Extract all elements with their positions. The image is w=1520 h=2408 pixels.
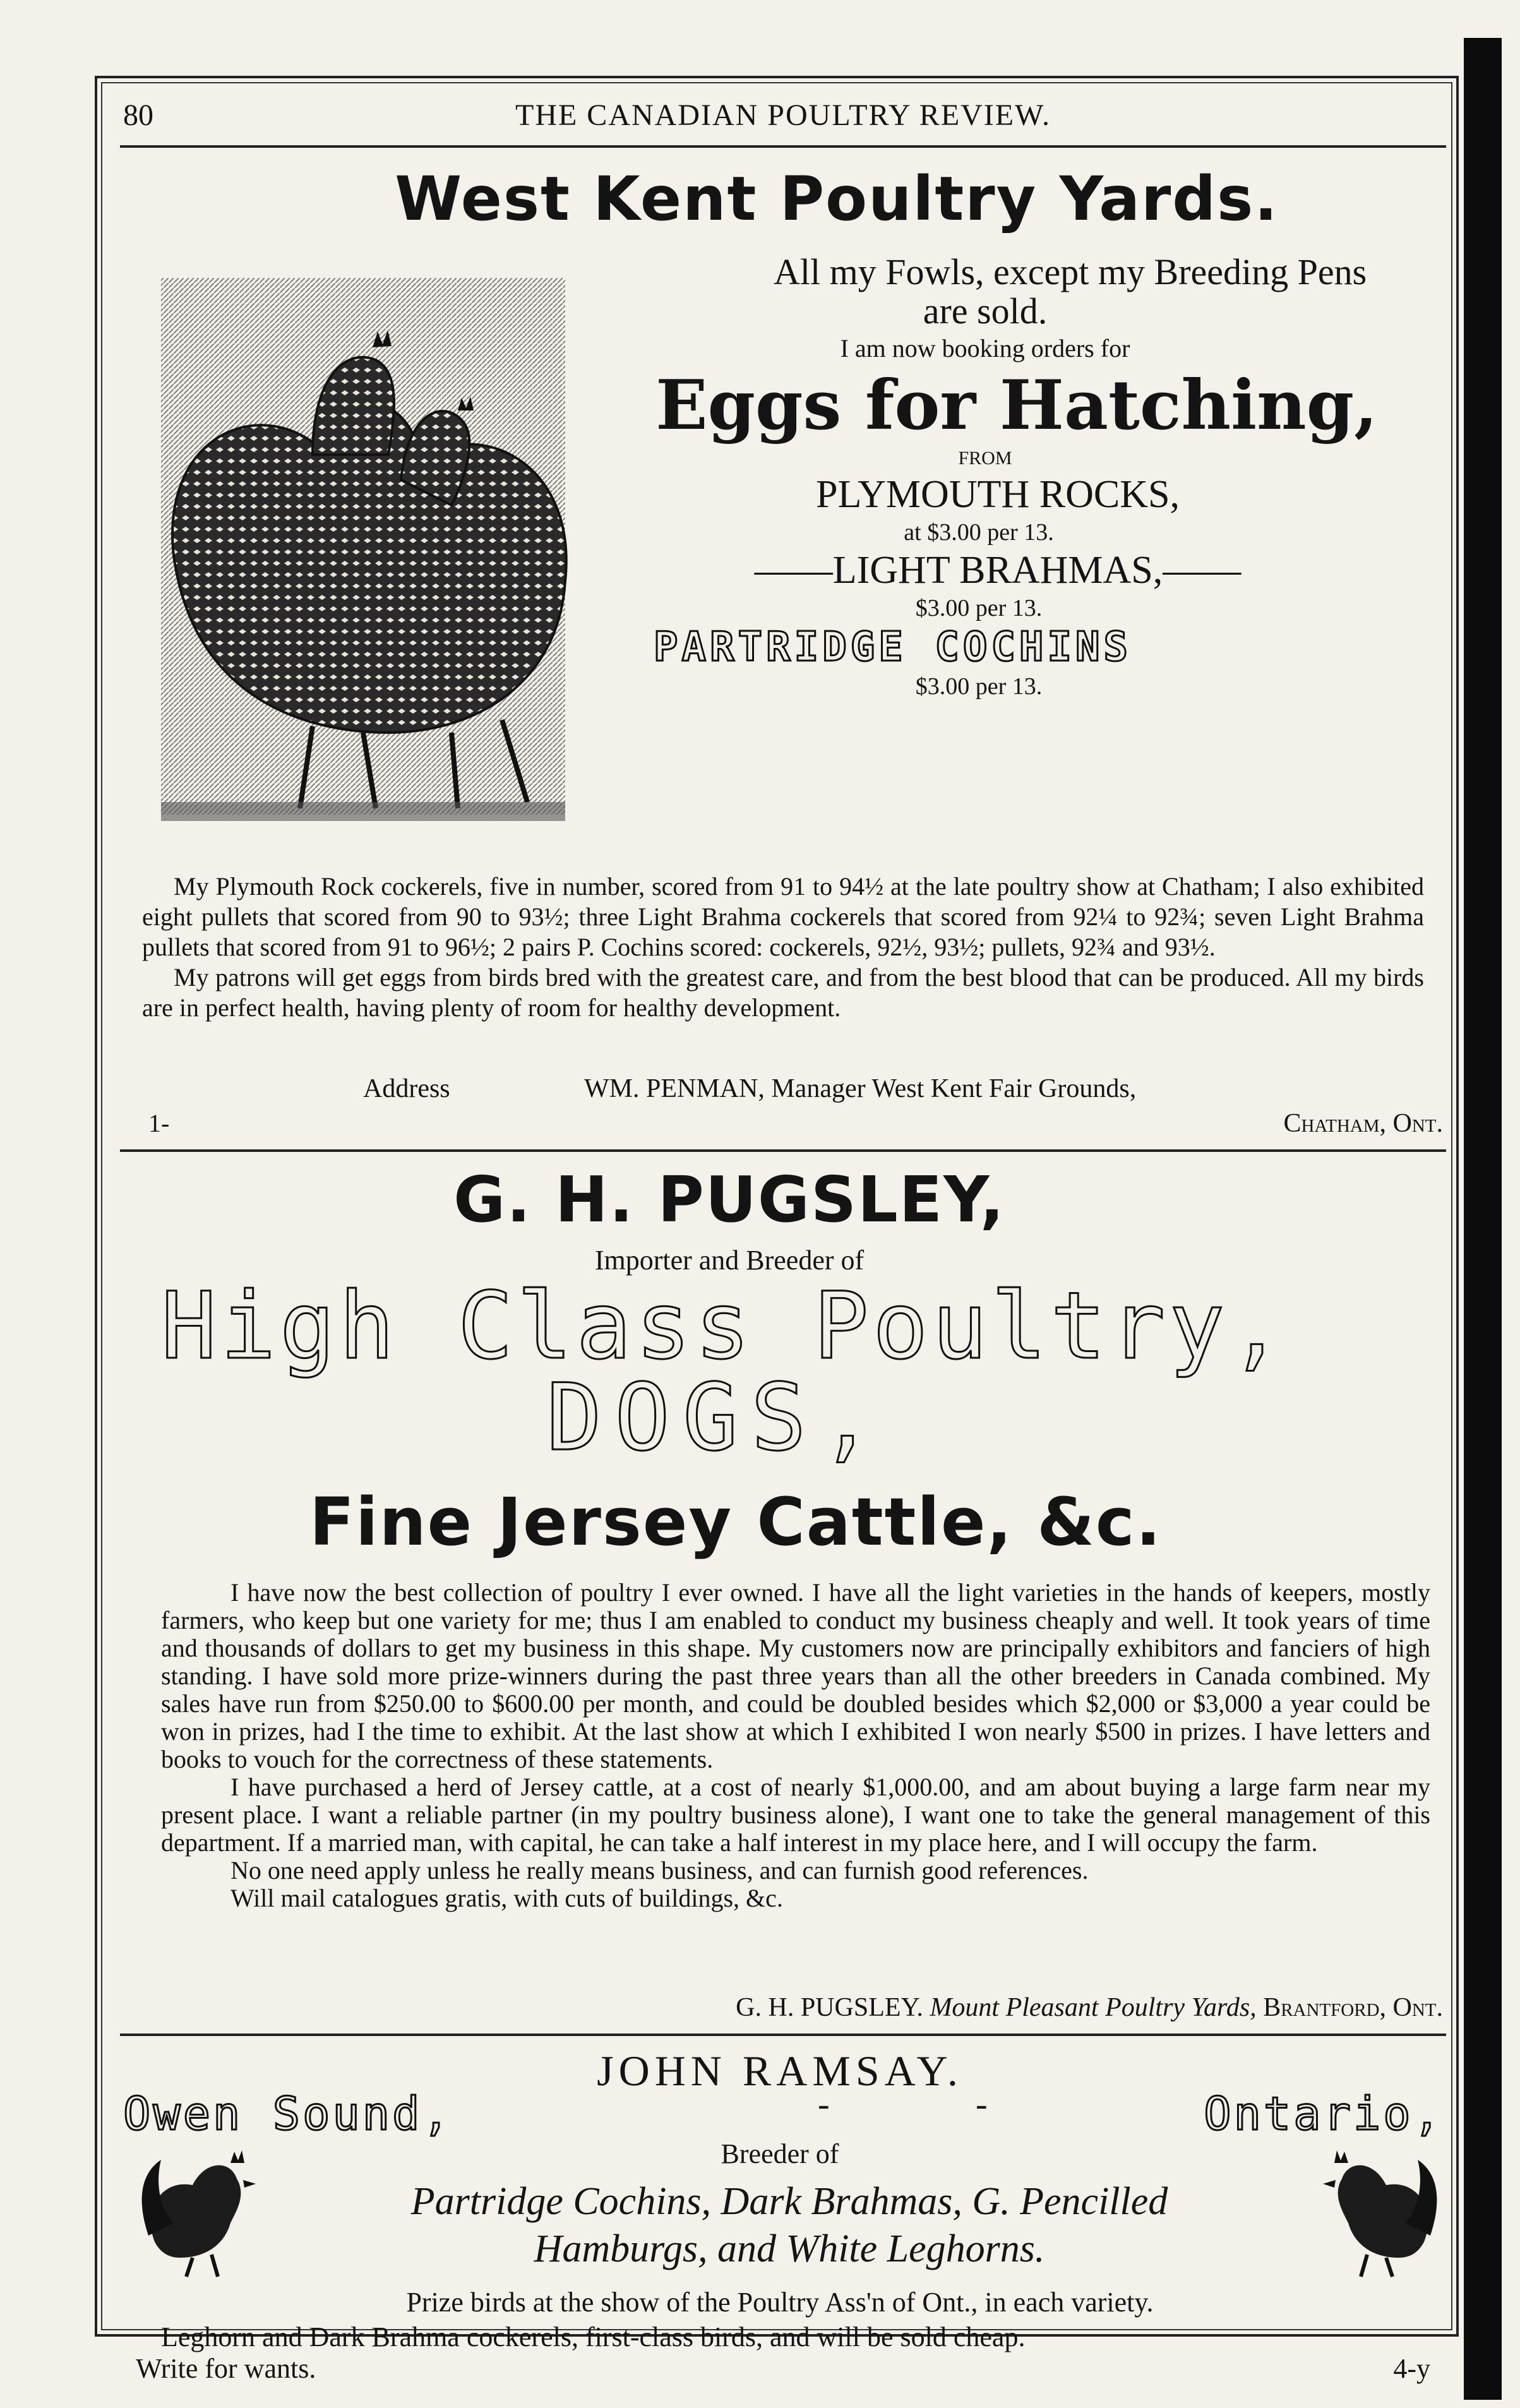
dash-right: - bbox=[976, 2085, 988, 2124]
from-label: FROM bbox=[958, 448, 1012, 469]
hens-illustration bbox=[123, 253, 603, 853]
ad2-paragraph-2: I have purchased a herd of Jersey cattle, at a cost of nearly $1,000.00, and am about buying a large farm near my present place. I want a reliable partner (in my poultry business alone), I want one to take the general management of this department. If a married man, with capital, he can take a half interest in my place here, and I will occupy the farm. bbox=[161, 1773, 1430, 1857]
insertion-code: 1- bbox=[148, 1109, 170, 1137]
ad-title: West Kent Poultry Yards. bbox=[395, 164, 1279, 234]
ramsay-province: Ontario, bbox=[1204, 2087, 1443, 2140]
price-plymouth-rocks: at $3.00 per 13. bbox=[904, 519, 1054, 546]
breeds-line-2: Hamburgs, and White Leghorns. bbox=[534, 2227, 1045, 2270]
intro-line-2: are sold. bbox=[923, 291, 1048, 332]
write-line: Write for wants. bbox=[136, 2353, 316, 2384]
page-content bbox=[111, 82, 1449, 2384]
prize-line: Prize birds at the show of the Poultry Ass'n of Ont., in each variety. bbox=[406, 2287, 1154, 2318]
ad2-paragraph-3: No one need apply unless he really means business, and can furnish good references. bbox=[230, 1856, 1089, 1884]
ramsay-name: JOHN RAMSAY. bbox=[597, 2047, 963, 2095]
ad1-body bbox=[142, 872, 1424, 1023]
high-class-poultry: High Class Poultry, bbox=[161, 1273, 1288, 1380]
pugsley-name: G. H. PUGSLEY, bbox=[453, 1163, 1005, 1237]
rooster-left-illustration bbox=[136, 2135, 268, 2280]
page-number: 80 bbox=[123, 99, 153, 132]
offer-line: Leghorn and Dark Brahma cockerels, first-class birds, and will be sold cheap. bbox=[161, 2321, 1026, 2352]
breed-light-brahmas: ——LIGHT BRAHMAS,—— bbox=[754, 549, 1242, 592]
pugsley-subtitle: Importer and Breeder of bbox=[594, 1245, 865, 1276]
price-partridge-cochins: $3.00 per 13. bbox=[915, 673, 1043, 700]
ad-offer-block bbox=[616, 253, 1443, 702]
address-label: Address bbox=[363, 1074, 450, 1103]
breed-partridge-cochins: PARTRIDGE COCHINS bbox=[654, 624, 1132, 671]
ramsay-insertion-code: 4-y bbox=[1393, 2353, 1430, 2384]
ad-divider-2 bbox=[120, 2034, 1446, 2036]
dash-left: - bbox=[818, 2085, 830, 2124]
breeds-line-1: Partridge Cochins, Dark Brahmas, G. Pencilled bbox=[410, 2180, 1168, 2223]
jersey-cattle-heading: Fine Jersey Cattle, &c. bbox=[309, 1483, 1163, 1560]
ad1-paragraph-2: My patrons will get eggs from birds bred with the greatest care, and from the best blood that can be produced. All my birds are in perfect health, having plenty of room for healthy development. bbox=[142, 963, 1424, 1022]
price-light-brahmas: $3.00 per 13. bbox=[915, 595, 1043, 621]
ad-divider-1 bbox=[120, 1149, 1446, 1152]
ad2-paragraph-4: Will mail catalogues gratis, with cuts of buildings, &c. bbox=[230, 1884, 783, 1912]
journal-title: THE CANADIAN POULTRY REVIEW. bbox=[515, 99, 1051, 132]
pugsley-signature: G. H. PUGSLEY. Mount Pleasant Poultry Yards, Brantford, Ont. bbox=[736, 1993, 1443, 2022]
ad2-body bbox=[161, 1579, 1430, 1912]
intro-line-1: All my Fowls, except my Breeding Pens bbox=[774, 251, 1367, 292]
address-name: WM. PENMAN, Manager West Kent Fair Grounds, bbox=[584, 1074, 1137, 1103]
ad1-paragraph-1: My Plymouth Rock cockerels, five in number, scored from 91 to 94½ at the late poultry show at Chatham; I also exhibited eight pullets that scored from 90 to 93½; three Light Brahma cockerels that scored from 92¼ to 92¾; seven Light Brahma pullets that scored from 91 to 96½; 2 pairs P. Cochins scored: cockerels, 92½, 93½; pullets, 92¾ and 93½. bbox=[142, 872, 1424, 961]
booking-line: I am now booking orders for bbox=[840, 334, 1130, 362]
rooster-right-illustration bbox=[1310, 2135, 1443, 2280]
dogs-heading: DOGS, bbox=[546, 1364, 887, 1471]
address-place: Chatham, Ont. bbox=[1283, 1109, 1443, 1138]
ramsay-town: Owen Sound, bbox=[123, 2087, 452, 2140]
breeder-of-label: Breeder of bbox=[721, 2138, 839, 2169]
eggs-headline: Eggs for Hatching, bbox=[655, 366, 1378, 445]
breed-plymouth-rocks: PLYMOUTH ROCKS, bbox=[816, 473, 1180, 516]
ad2-paragraph-1: I have now the best collection of poultry I ever owned. I have all the light varieties in the hands of keepers, mostly farmers, who keep but one variety for me; thus I am enabled to conduct my business cheaply and well. It took years of time and thousands of dollars to get my business in this shape. My customers now are principally exhibitors and fanciers of high standing. I have sold more prize-winners during the past three years than all the other breeders in Canada combined. My sales have run from $250.00 to $600.00 per month, and could be doubled besides which $2,000 or $3,000 a year could be won in prizes, had I the time to exhibit. At the last show at which I exhibited I won nearly $500 in prizes. I have letters and books to vouch for the correctness of these statements. bbox=[161, 1578, 1430, 1773]
header-rule bbox=[120, 145, 1446, 148]
running-head bbox=[123, 95, 1443, 139]
page-scan-edge bbox=[1464, 38, 1502, 2400]
